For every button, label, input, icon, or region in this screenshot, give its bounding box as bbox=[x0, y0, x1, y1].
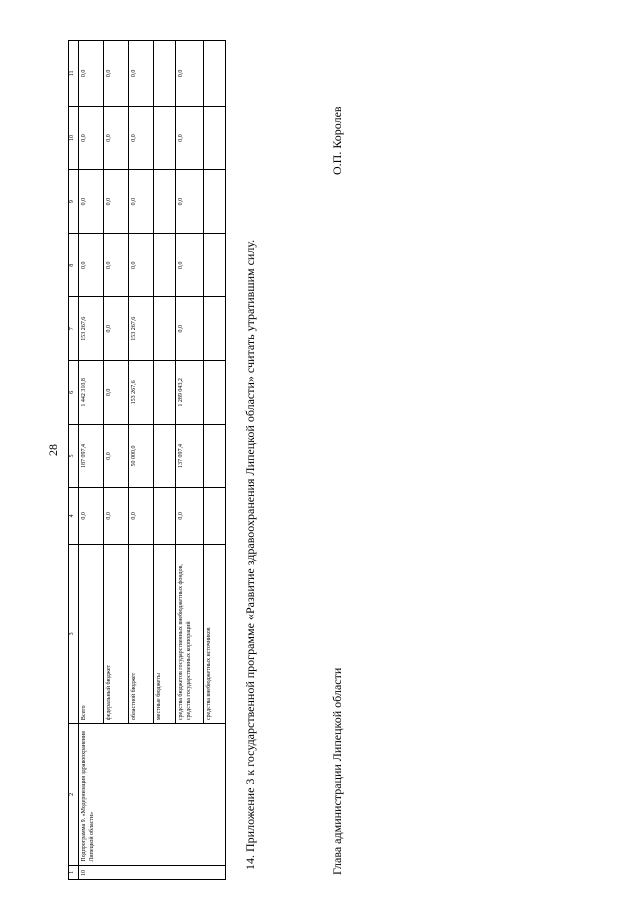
value-cell bbox=[204, 361, 226, 425]
header-cell: 5 bbox=[69, 424, 79, 488]
value-cell bbox=[154, 361, 176, 425]
row-number-cell: 10 bbox=[79, 865, 226, 879]
value-cell: 0,0 bbox=[129, 170, 154, 234]
value-cell bbox=[204, 41, 226, 107]
header-cell: 2 bbox=[69, 724, 79, 866]
value-cell: 153 267,6 bbox=[79, 297, 104, 361]
value-cell: 187 097,4 bbox=[79, 424, 104, 488]
value-cell: 0,0 bbox=[176, 297, 204, 361]
value-cell bbox=[154, 297, 176, 361]
value-cell: 0,0 bbox=[176, 170, 204, 234]
header-cell: 4 bbox=[69, 488, 79, 544]
value-cell bbox=[154, 170, 176, 234]
value-cell bbox=[154, 233, 176, 297]
source-cell: Всего bbox=[79, 544, 104, 723]
value-cell bbox=[204, 297, 226, 361]
table-header-row bbox=[69, 41, 79, 880]
value-cell: 0,0 bbox=[104, 233, 129, 297]
value-cell: 0,0 bbox=[104, 424, 129, 488]
value-cell bbox=[154, 41, 176, 107]
value-cell: 0,0 bbox=[176, 233, 204, 297]
header-cell: 6 bbox=[69, 361, 79, 425]
source-cell: средства внебюджетных источников bbox=[204, 544, 226, 723]
value-cell bbox=[204, 106, 226, 170]
source-cell: областной бюджет bbox=[129, 544, 154, 723]
value-cell: 0,0 bbox=[176, 106, 204, 170]
header-cell: 10 bbox=[69, 106, 79, 170]
signatory-title: Глава администрации Липецкой области bbox=[330, 667, 344, 875]
value-cell: 0,0 bbox=[79, 106, 104, 170]
value-cell: 0,0 bbox=[79, 233, 104, 297]
value-cell: 153 267,6 bbox=[129, 297, 154, 361]
value-cell: 0,0 bbox=[129, 488, 154, 544]
value-cell: 0,0 bbox=[129, 233, 154, 297]
program-name-cell: Подпрограмма 9. «Модернизация здравоохранения Липецкой области» bbox=[79, 724, 226, 866]
value-cell bbox=[154, 106, 176, 170]
value-cell: 0,0 bbox=[104, 106, 129, 170]
header-cell: 7 bbox=[69, 297, 79, 361]
page-number: 28 bbox=[46, 444, 60, 456]
note-paragraph: 14. Приложение 3 к государственной программе «Развитие здравоохранения Липецкой области» считать утратившим силу. bbox=[243, 239, 257, 870]
value-cell: 0,0 bbox=[104, 297, 129, 361]
signatory-name: О.П. Королев bbox=[330, 106, 344, 175]
value-cell: 0,0 bbox=[176, 488, 204, 544]
header-cell: 1 bbox=[69, 865, 79, 879]
value-cell: 0,0 bbox=[79, 41, 104, 107]
value-cell bbox=[154, 488, 176, 544]
value-cell: 0,0 bbox=[79, 488, 104, 544]
value-cell: 0,0 bbox=[104, 170, 129, 234]
value-cell: 0,0 bbox=[129, 106, 154, 170]
value-cell: 1 442 310,8 bbox=[79, 361, 104, 425]
value-cell bbox=[154, 424, 176, 488]
value-cell: 153 267,6 bbox=[129, 361, 154, 425]
source-cell: федеральный бюджет bbox=[104, 544, 129, 723]
value-cell: 0,0 bbox=[129, 41, 154, 107]
value-cell: 0,0 bbox=[79, 170, 104, 234]
table-row bbox=[79, 41, 104, 880]
source-cell: средства бюджетов государственных внебюджетных фондов, средства государственных корпораций bbox=[176, 544, 204, 723]
value-cell: 137 097,4 bbox=[176, 424, 204, 488]
budget-table bbox=[68, 40, 226, 880]
value-cell: 0,0 bbox=[104, 488, 129, 544]
header-cell: 9 bbox=[69, 170, 79, 234]
value-cell: 50 000,0 bbox=[129, 424, 154, 488]
header-cell: 3 bbox=[69, 544, 79, 723]
value-cell bbox=[204, 170, 226, 234]
value-cell bbox=[204, 488, 226, 544]
value-cell bbox=[204, 233, 226, 297]
header-cell: 8 bbox=[69, 233, 79, 297]
value-cell: 0,0 bbox=[104, 41, 129, 107]
header-cell: 11 bbox=[69, 41, 79, 107]
value-cell bbox=[204, 424, 226, 488]
source-cell: местные бюджеты bbox=[154, 544, 176, 723]
value-cell: 1 289 043,2 bbox=[176, 361, 204, 425]
value-cell: 0,0 bbox=[176, 41, 204, 107]
value-cell: 0,0 bbox=[104, 361, 129, 425]
